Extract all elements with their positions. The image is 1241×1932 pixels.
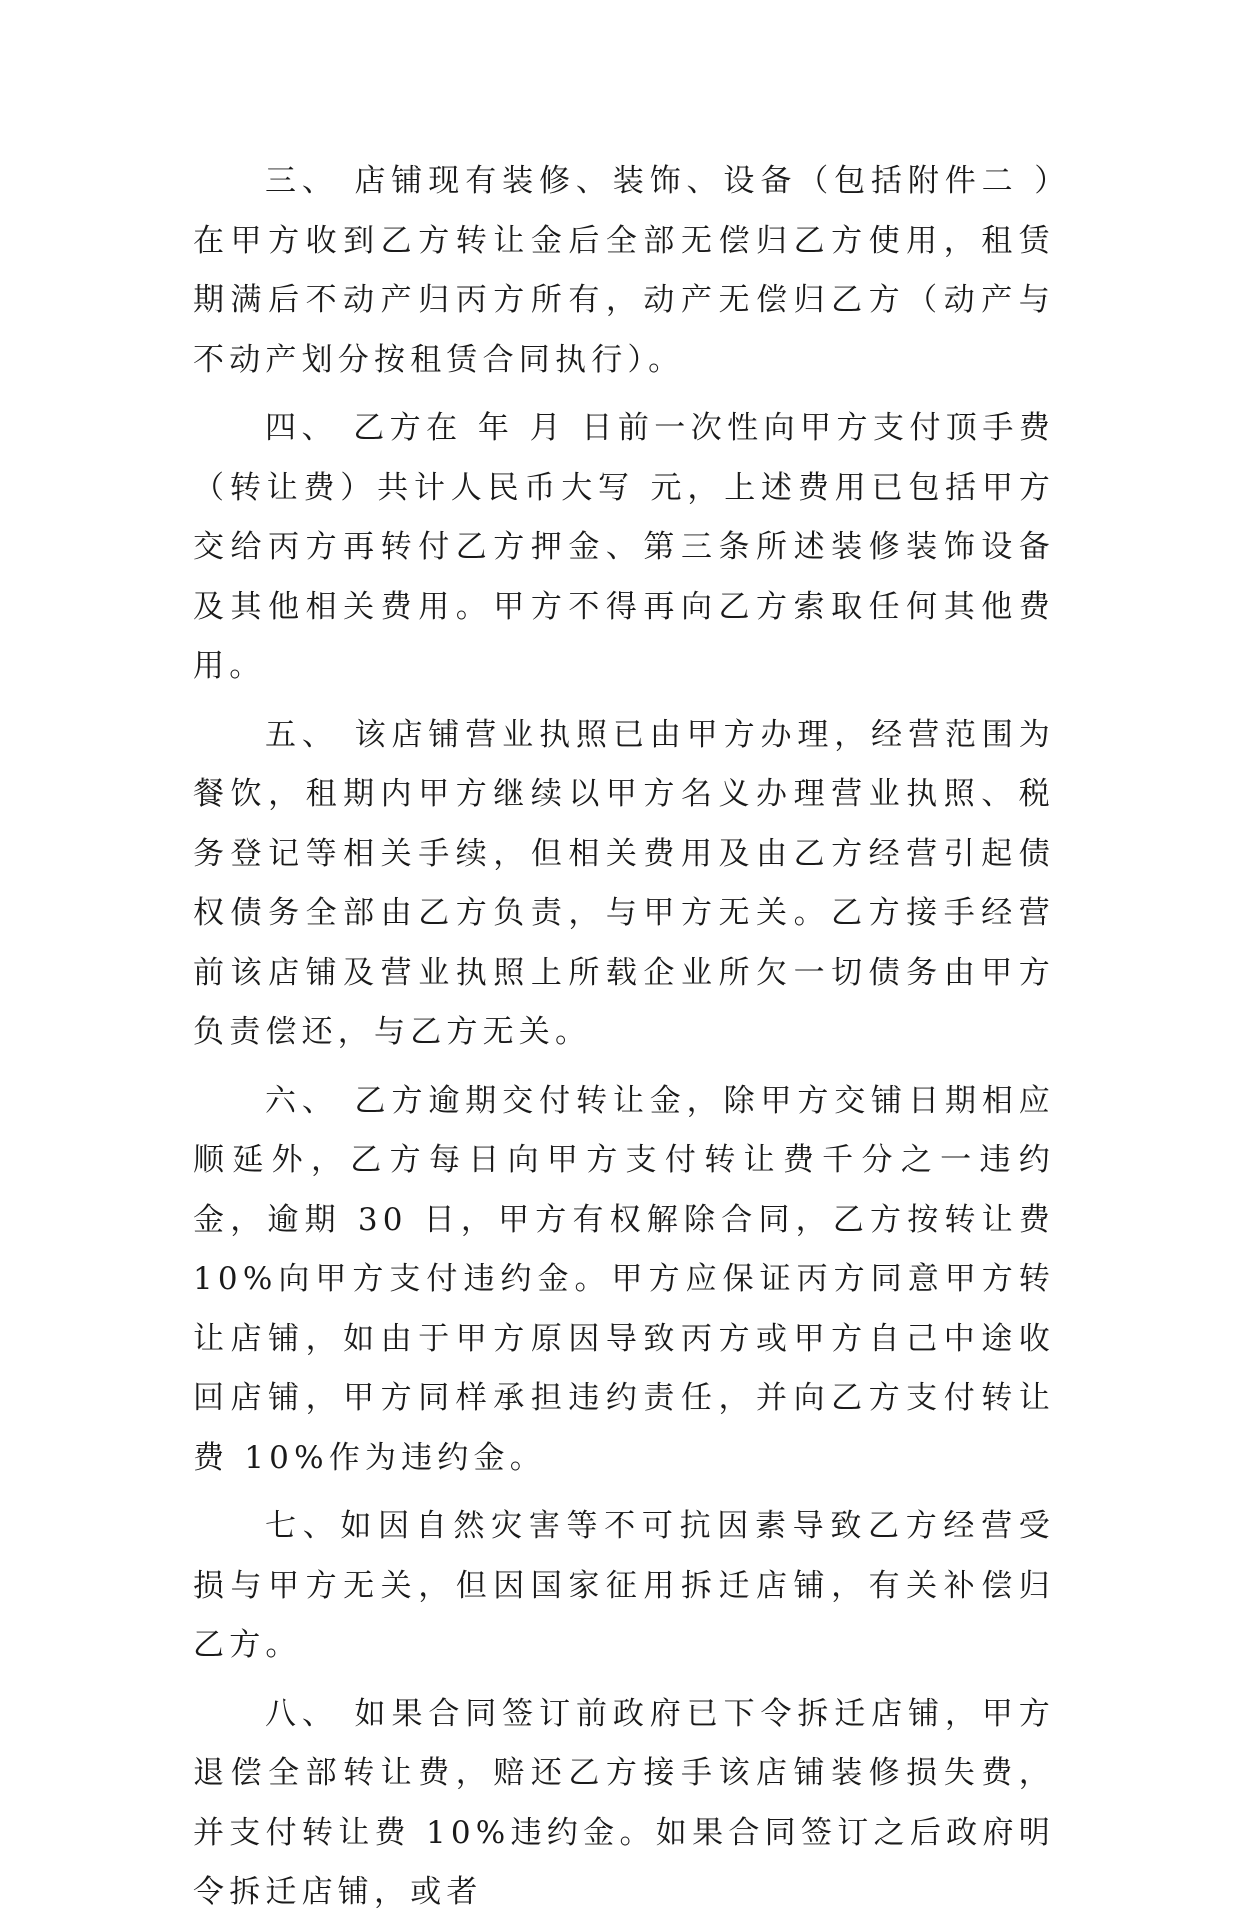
clause-6: 六、 乙方逾期交付转让金，除甲方交铺日期相应顺延外，乙方每日向甲方支付转让费千分之一违约金，逾期 30 日，甲方有权解除合同，乙方按转让费 10%向甲方支付违约金。甲方应保证丙方同意甲方转让店铺，如由于甲方原因导致丙方或甲方自己中途收回店铺，甲方同样承担违约责任，并向乙方支付转让费 10%作为违约金。 [193,1082,1055,1476]
clause-3: 三、 店铺现有装修、装饰、设备（包括附件二 ）在甲方收到乙方转让金后全部无偿归乙方使用，租赁期满后不动产归丙方所有，动产无偿归乙方（动产与不动产划分按租赁合同执行）。 [193,163,1055,378]
clause-8: 八、 如果合同签订前政府已下令拆迁店铺，甲方退偿全部转让费，赔还乙方接手该店铺装修损失费，并支付转让费 10%违约金。如果合同签订之后政府明令拆迁店铺，或者 [193,1695,1055,1910]
clause-5: 五、 该店铺营业执照已由甲方办理，经营范围为餐饮，租期内甲方继续以甲方名义办理营业执照、税务登记等相关手续，但相关费用及由乙方经营引起债权债务全部由乙方负责，与甲方无关。乙方接手经营前该店铺及营业执照上所载企业所欠一切债务由甲方负责偿还，与乙方无关。 [193,716,1055,1050]
clause-4: 四、 乙方在 年 月 日前一次性向甲方支付顶手费（转让费）共计人民币大写 元，上述费用已包括甲方交给丙方再转付乙方押金、第三条所述装修装饰设备及其他相关费用。甲方不得再向乙方索取任何其他费用。 [193,410,1055,684]
document-page [193,152,1055,1932]
clause-7: 七、如因自然灾害等不可抗因素导致乙方经营受损与甲方无关，但因国家征用拆迁店铺，有关补偿归乙方。 [193,1508,1055,1663]
